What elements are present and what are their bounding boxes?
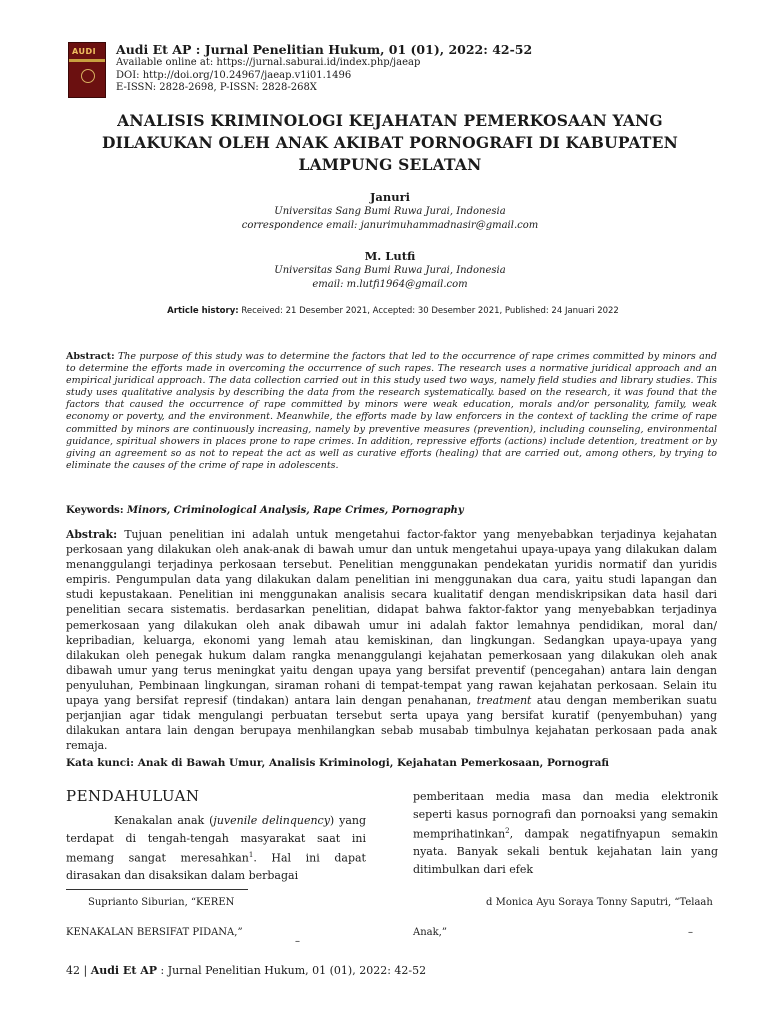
footnote-right-line2: Anak,” xyxy=(413,927,447,938)
author-block xyxy=(0,190,768,233)
author-block xyxy=(0,249,768,292)
keywords xyxy=(66,505,717,516)
page-number: 42 xyxy=(66,964,80,977)
cover-band xyxy=(69,59,105,62)
journal-header xyxy=(68,42,708,102)
history-dates: Received: 21 Desember 2021, Accepted: 30 Desember 2021, Published: 24 Januari 2022 xyxy=(238,306,619,316)
abstrak-italic-term: treatment xyxy=(476,694,532,708)
author-name: Januri xyxy=(369,190,411,204)
cover-logo-text: AUDI xyxy=(72,47,97,56)
section-heading: PENDAHULUAN xyxy=(66,787,200,805)
body-paragraph xyxy=(66,812,366,885)
doi-link[interactable]: DOI: http://doi.org/10.24967/jaeap.v1i01.1496 xyxy=(116,69,352,81)
abstract-english xyxy=(66,351,717,472)
history-label: Article history: xyxy=(167,306,239,316)
available-online-link[interactable]: Available online at: https://jurnal.saburai.id/index.php/jaeap xyxy=(116,57,421,68)
abstract-label: Abstract: xyxy=(66,351,115,362)
footnote-right-dash: – xyxy=(688,927,693,938)
paragraph-text: . Hal ini dapat dirasakan dan disaksikan dalam berbagai xyxy=(66,851,366,883)
footnote-left-line1: Suprianto Siburian, “KEREN xyxy=(88,897,235,908)
footnote-ref[interactable]: 1 xyxy=(248,851,254,860)
abstrak-text-a: Tujuan penelitian ini adalah untuk mengetahui factor-faktor yang menyebabkan terjadinya kejahatan perkosaan yang dilakukan oleh anak-anak di bawah umur dan untuk mengetahui upaya-upaya yang dilakukan dalam menanggulangi terjadinya perkosaan tersebut. Penelitian menggunakan pendekatan yuridis normatif dan yuridis empiris. Pengumpulan data yang dilakukan dalam penelitian ini menggunakan dua cara, yaitu studi lapangan dan studi kepustakaan. Penelitian ini menggunakan analisis secara kualitatif dengan mendiskripsikan data hasil dari penelitian secara sistematis. berdasarkan penelitian, didapat bahwa faktor-faktor yang menyebabkan terjadinya pemerkosaan yang dilakukan oleh anak dibawah umur ini adalah faktor lemahnya pendidikan, moral dan/ kepribadian, keluarga, ekonomi yang lemah atau kemiskinan, dan lingkungan. Sedangkan upaya-upaya yang dilakukan oleh penegak hukum dalam rangka menanggulangi kejahatan pemerkosaan yang dilakukan oleh anak dibawah umur yang terus meningkat yaitu dengan upaya yang bersifat preventif (pencegahan) antara lain dengan penyuluhan, Pembinaan lingkungan, siraman rohani di tempat-tempat yang rawan kejahatan perkosaan. Selain itu upaya yang bersifat represif (tindakan) antara lain dengan penahanan, xyxy=(66,528,717,708)
footer-journal-name: Audi Et AP xyxy=(90,964,158,977)
italic-term: juvenile delinquency xyxy=(213,814,330,827)
author-email[interactable]: email: m.lutfi1964@gmail.com xyxy=(312,279,468,290)
paragraph-text: Kenakalan anak ( xyxy=(114,814,214,827)
page-footer xyxy=(66,964,426,977)
footnote-divider xyxy=(66,889,248,890)
abstract-text: The purpose of this study was to determine the factors that led to the occurrence of rape crimes committed by minors and to determine the efforts made in overcoming the occurrence of such rapes. The research uses a normative juridical approach and an empirical juridical approach. The data collection carried out in this study used two ways, namely field studies and library studies. This study uses qualitative analysis by describing the data from the research systematically. based on the research, it was found that the factors that caused the occurrence of rape committed by minors were weak education, morals and/or personality, family, weak economy or poverty, and the environment. Meanwhile, the efforts made by law enforcers in the context of tackling the crime of rape committed by minors are continuously increasing, namely by preventive measures (prevention), including counseling, environmental guidance, spiritual showers in places prone to rape crimes. In addition, repressive efforts (actions) include detention, treatment or by giving an agreement so as not to repeat the act as well as curative efforts (healing) that are carried out, among others, by trying to eliminate the causes of the crime of rape in adolescents. xyxy=(66,351,717,471)
author-affiliation: Universitas Sang Bumi Ruwa Jurai, Indonesia xyxy=(274,265,506,276)
title-line: LAMPUNG SELATAN xyxy=(298,155,482,174)
footnote-left-line2: KENAKALAN BERSIFAT PIDANA,” xyxy=(66,927,243,938)
title-line: DILAKUKAN OLEH ANAK AKIBAT PORNOGRAFI DI KABUPATEN xyxy=(101,133,679,152)
footnote-ref[interactable]: 2 xyxy=(505,827,510,836)
journal-info xyxy=(116,42,532,95)
author-name: M. Lutfi xyxy=(364,249,416,263)
footnote-left-dash: – xyxy=(295,936,300,947)
abstract-indonesian xyxy=(66,527,717,753)
kata-kunci: Kata kunci: Anak di Bawah Umur, Analisis Kriminologi, Kejahatan Pemerkosaan, Pornografi xyxy=(66,757,610,769)
footer-citation: : Jurnal Penelitian Hukum, 01 (01), 2022: 42-52 xyxy=(157,964,427,977)
issn-text: E-ISSN: 2828-2698, P-ISSN: 2828-268X xyxy=(116,82,317,93)
paragraph-text: , dampak negatifnyapun semakin nyata. Banyak sekali bentuk kejahatan lain yang ditimbulkan dari efek xyxy=(413,827,718,877)
abstrak-text-b: atau dengan memberikan suatu perjanjian agar tidak mengulangi perbuatan tersebut serta upaya yang bersifat kuratif (penyembuhan) yang dilakukan antara lain dengan berupaya menhilangkan sebab musabab timbulnya kejahatan perkosaan pada anak remaja. xyxy=(66,694,718,753)
left-column xyxy=(66,786,366,885)
author-email[interactable]: correspondence email: janurimuhammadnasir@gmail.com xyxy=(241,220,539,231)
paper-title xyxy=(80,110,700,176)
article-history xyxy=(0,306,768,316)
journal-citation: Audi Et AP : Jurnal Penelitian Hukum, 01 (01), 2022: 42-52 xyxy=(116,42,533,57)
keywords-text: Minors, Criminological Analysis, Rape Crimes, Pornography xyxy=(123,505,464,516)
abstrak-label: Abstrak: xyxy=(66,528,118,541)
paragraph-text: pemberitaan media masa dan media elektronik seperti kasus pornografi dan pornoaksi yang semakin memprihatinkan xyxy=(413,790,718,841)
footer-separator: | xyxy=(80,964,91,977)
journal-cover-image xyxy=(68,42,106,98)
author-affiliation: Universitas Sang Bumi Ruwa Jurai, Indonesia xyxy=(274,206,506,217)
keywords-label: Keywords: xyxy=(66,505,124,516)
right-column xyxy=(413,788,718,879)
paragraph-text: ) yang terdapat di tengah-tengah masyarakat saat ini memang sangat meresahkan xyxy=(66,814,366,865)
cover-emblem-icon xyxy=(81,69,95,83)
title-line: ANALISIS KRIMINOLOGI KEJAHATAN PEMERKOSAAN YANG xyxy=(117,111,663,130)
footnote-right-line1: d Monica Ayu Soraya Tonny Saputri, “Telaah xyxy=(486,897,713,908)
